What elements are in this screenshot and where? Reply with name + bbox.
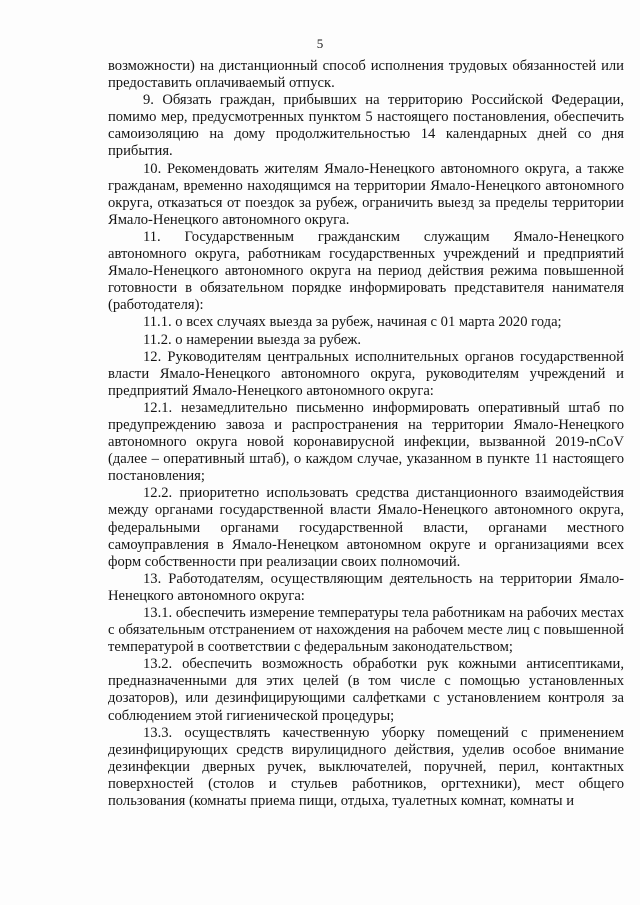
paragraph-item-13: 13. Работодателям, осуществляющим деятельность на территории Ямало-Ненецкого автономного округа: (108, 570, 624, 604)
paragraph-item-13-1: 13.1. обеспечить измерение температуры тела работникам на рабочих местах с обязательным отстранением от нахождения на рабочем месте лиц с повышенной температурой в соответствии с федеральным законодательством; (108, 605, 624, 656)
paragraph-item-10: 10. Рекомендовать жителям Ямало-Ненецкого автономного округа, а также гражданам, временно находящимся на территории Ямало-Ненецкого автономного округа, отказаться от поездок за рубеж, ограничить выезд за пределы территории Ямало-Ненецкого автономного округа. (108, 160, 624, 228)
paragraph-continuation: возможности) на дистанционный способ исполнения трудовых обязанностей или предоставить оплачиваемый отпуск. (108, 58, 624, 92)
paragraph-item-12-1: 12.1. незамедлительно письменно информировать оперативный штаб по предупреждению завоза и распространения на территории Ямало-Ненецкого автономного округа новой коронавирусной инфекции, вызванной 2019-nCoV (далее – оперативный штаб), о каждом случае, указанном в пункте 11 настоящего постановления; (108, 399, 624, 485)
paragraph-item-12-2: 12.2. приоритетно использовать средства дистанционного взаимодействия между органами государственной власти Ямало-Ненецкого автономного округа, федеральными органами государственной власти, органами местного самоуправления в Ямало-Ненецком автономном округе и организациями всех форм собственности при реализации своих полномочий. (108, 485, 624, 570)
document-body (108, 58, 624, 810)
paragraph-item-9: 9. Обязать граждан, прибывших на территорию Российской Федерации, помимо мер, предусмотренных пунктом 5 настоящего постановления, обеспечить самоизоляцию на дому продолжительностью 14 календарных дней со дня прибытия. (108, 92, 624, 160)
paragraph-item-13-2: 13.2. обеспечить возможность обработки рук кожными антисептиками, предназначенными для этих целей (в том числе с помощью установленных дозаторов), или дезинфицирующими салфетками с установлением контроля за соблюдением этой гигиенической процедуры; (108, 656, 624, 724)
paragraph-item-12: 12. Руководителям центральных исполнительных органов государственной власти Ямало-Ненецкого автономного округа, руководителям учреждений и предприятий Ямало-Ненецкого автономного округа: (108, 348, 624, 399)
paragraph-item-11-2: 11.2. о намерении выезда за рубеж. (143, 331, 362, 348)
paragraph-item-13-3: 13.3. осуществлять качественную уборку помещений с применением дезинфицирующих средств вирулицидного действия, уделив особое внимание дезинфекции дверных ручек, выключателей, поручней, перил, контактных поверхностей (столов и стульев работников, оргтехники), мест общего пользования (комнаты приема пищи, отдыха, туалетных комнат, комнаты и (108, 724, 624, 810)
paragraph-item-11: 11. Государственным гражданским служащим Ямало-Ненецкого автономного округа, работникам государственных учреждений и предприятий Ямало-Ненецкого автономного округа на период действия режима повышенной готовности в обязательном порядке информировать представителя нанимателя (работодателя): (108, 228, 624, 314)
paragraph-item-11-1: 11.1. о всех случаях выезда за рубеж, начиная с 01 марта 2020 года; (143, 314, 562, 331)
page-number: 5 (316, 36, 324, 51)
